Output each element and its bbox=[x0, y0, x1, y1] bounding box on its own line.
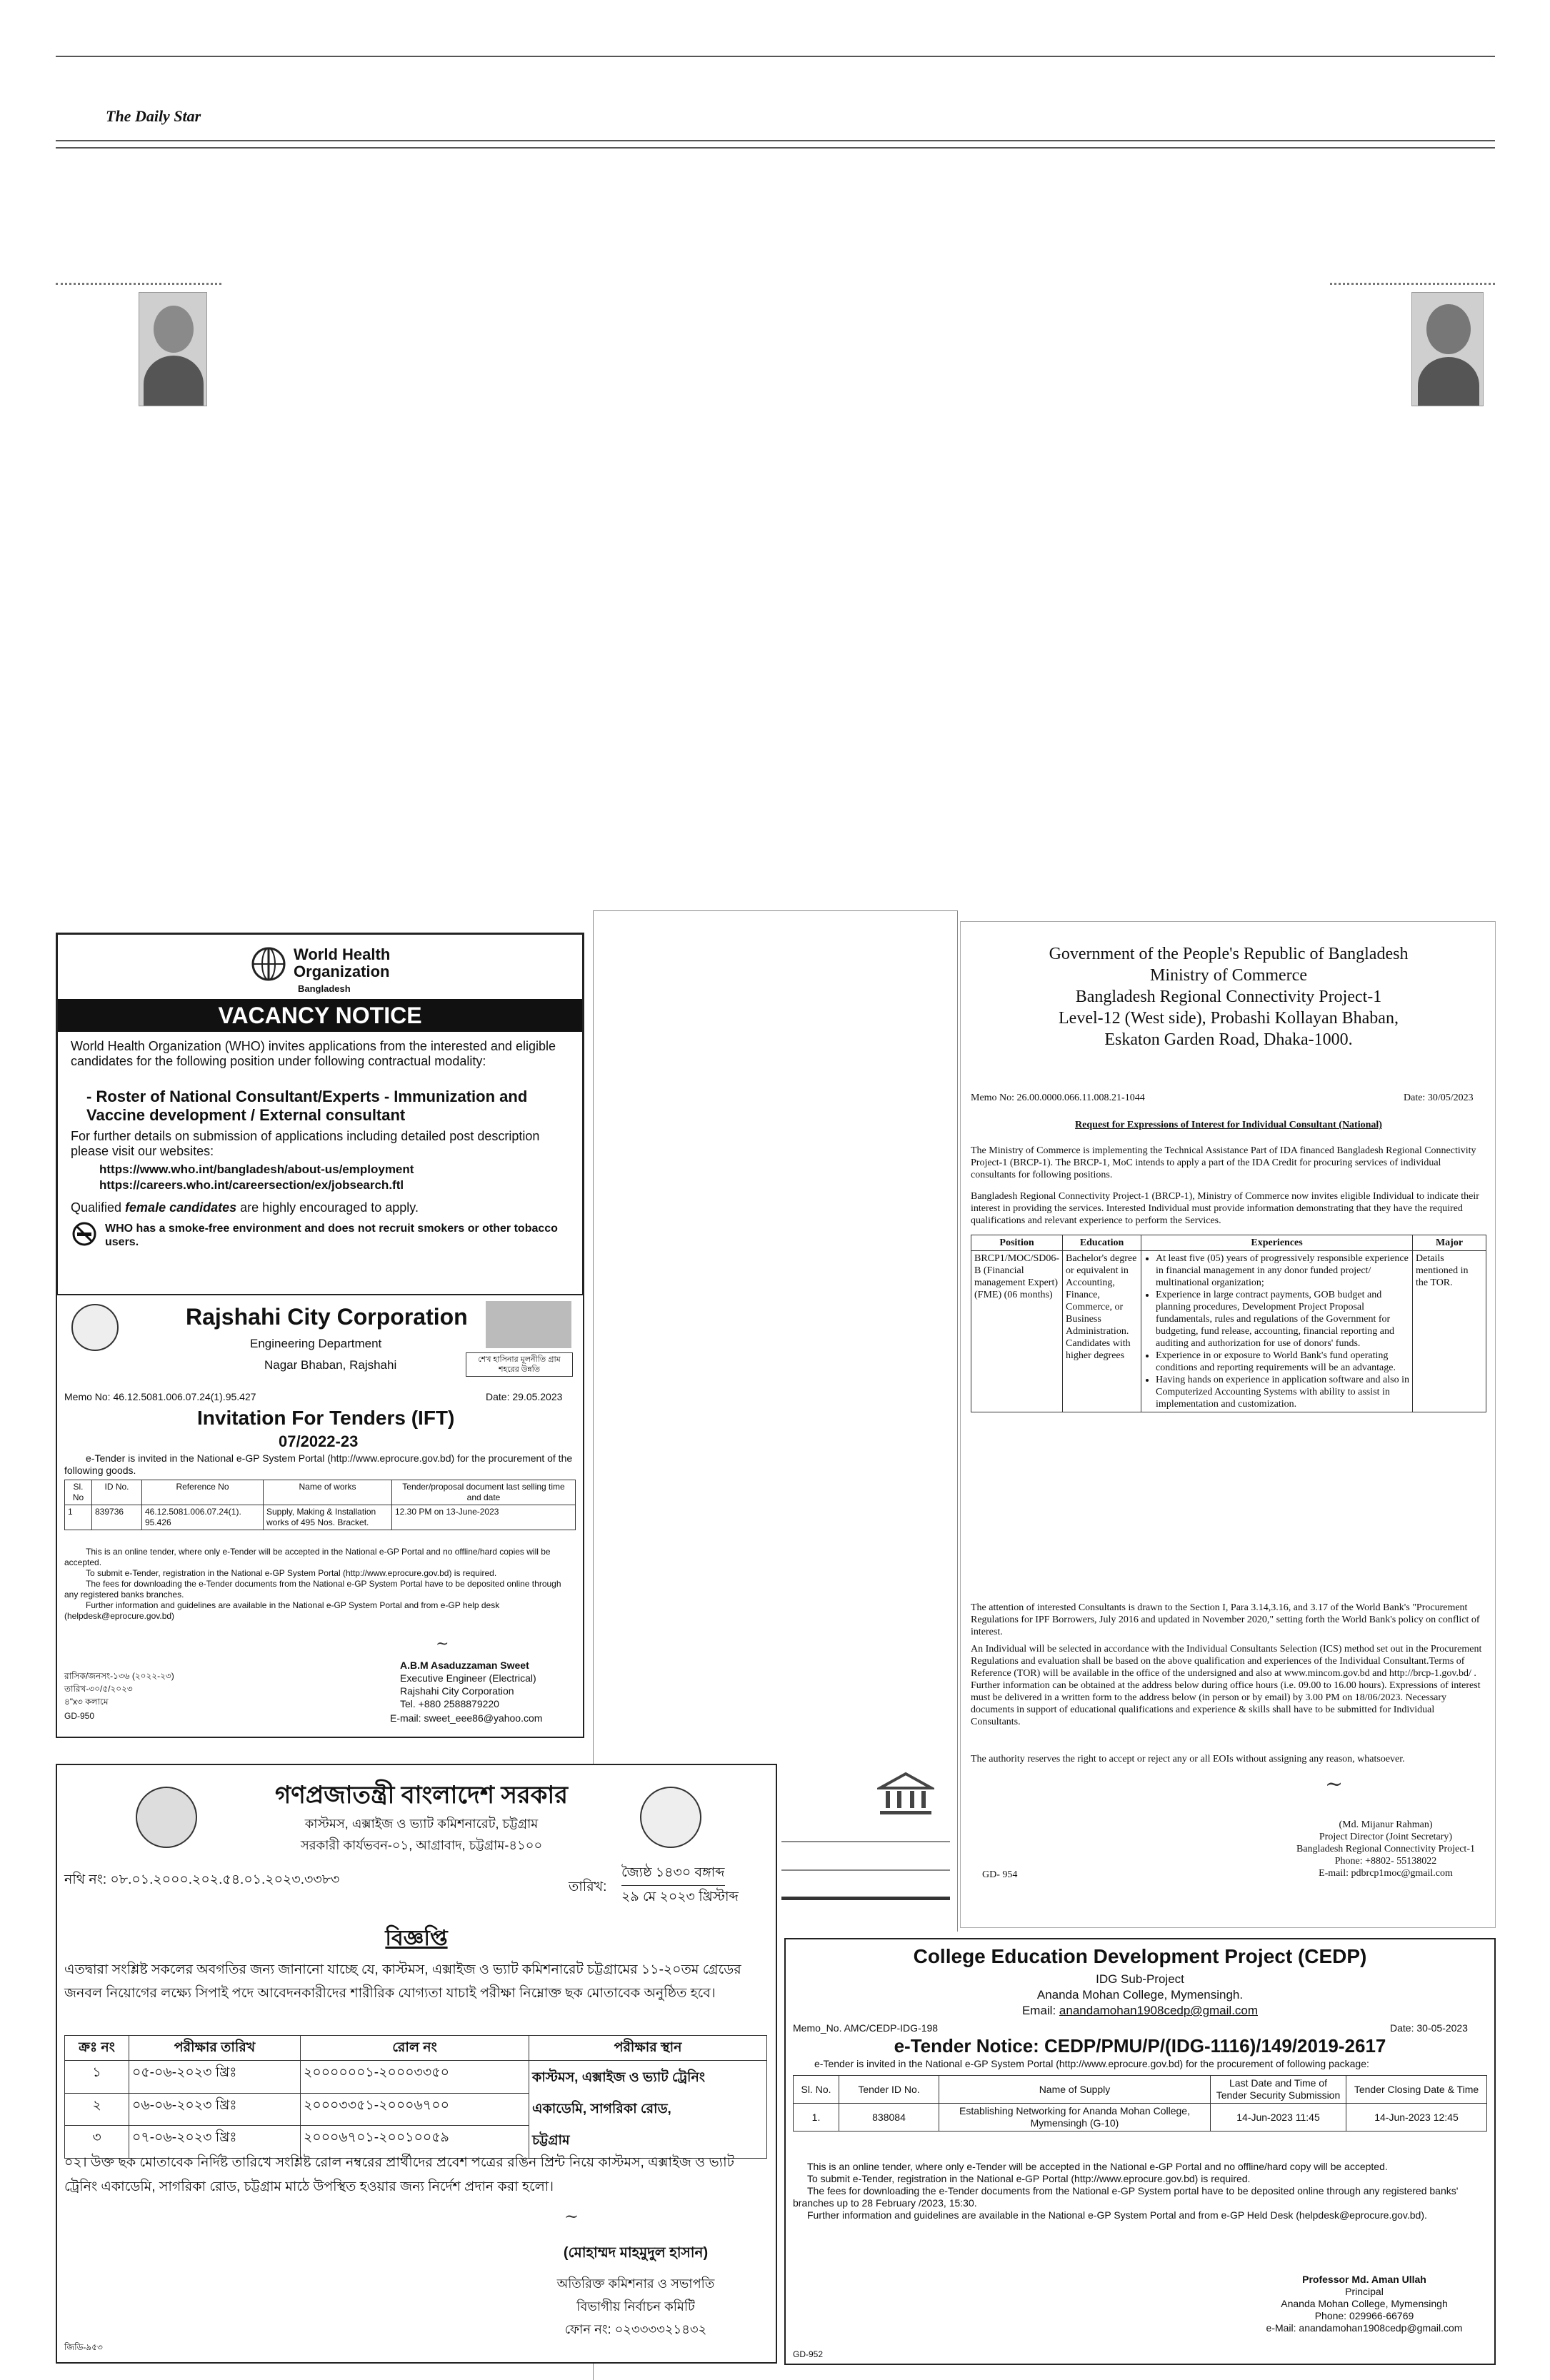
customs-date-2: ২৯ মে ২০২৩ খ্রিস্টাব্দ bbox=[621, 1889, 739, 1904]
customs-cell-date-2: ০৬-০৬-২০২৩ খ্রিঃ bbox=[129, 2093, 301, 2126]
moc-date: Date: 30/05/2023 bbox=[1404, 1093, 1474, 1103]
customs-schedule-table bbox=[64, 2035, 767, 2159]
moc-line-3: Bangladesh Regional Connectivity Project-1 bbox=[1075, 988, 1382, 1006]
moc-cell-position: BRCP1/MOC/SD06-B (Financial management Expert) (FME) (06 months) bbox=[971, 1251, 1063, 1412]
customs-sign-committee: বিভাগীয় নির্বাচন কমিটি bbox=[576, 2299, 695, 2314]
rcc-note-2: To submit e-Tender, registration in the National e-GP System Portal (http://www.eprocure.gov.bd) is required. bbox=[86, 1568, 497, 1578]
section-rule bbox=[593, 910, 957, 911]
cedp-title: College Education Development Project (CEDP) bbox=[913, 1945, 1367, 1967]
short-rule-3 bbox=[781, 1897, 950, 1900]
rcc-sign-title: Executive Engineer (Electrical) bbox=[400, 1672, 536, 1684]
who-position-text: Roster of National Consultant/Experts - Immunization and Vaccine development / External consultant bbox=[86, 1088, 528, 1124]
column-divider-2 bbox=[957, 910, 958, 1932]
no-smoking-icon bbox=[72, 1222, 96, 1246]
dotted-separator-right bbox=[1330, 283, 1495, 285]
customs-cell-roll-2: ২০০০৩৩৫১-২০০০৬৭০০ bbox=[301, 2093, 529, 2126]
moc-sign-email: E-mail: pdbrcp1moc@gmail.com bbox=[1319, 1868, 1453, 1879]
portrait-photo-rcc bbox=[486, 1301, 571, 1348]
rcc-number: 07/2022-23 bbox=[279, 1432, 359, 1450]
customs-sign-title: অতিরিক্ত কমিশনার ও সভাপতি bbox=[556, 2276, 715, 2291]
rcc-sign-org: Rajshahi City Corporation bbox=[400, 1685, 514, 1697]
moc-cell-experiences bbox=[1141, 1251, 1413, 1412]
cedp-gd: GD-952 bbox=[793, 2349, 824, 2359]
customs-gd: জিডি-৯৫৩ bbox=[64, 2342, 103, 2352]
rcc-meta-3: ৪"x৩ কলামে bbox=[64, 1697, 109, 1707]
cedp-intro: e-Tender is invited in the National e-GP System Portal (http://www.eprocure.gov.bd) for the procurement of following package: bbox=[814, 2058, 1369, 2069]
cedp-note-4: Further information and guidelines are available in the National e-GP System Portal and from e-GP Held Desk (helpdesk@eprocure.gov.bd). bbox=[807, 2209, 1427, 2221]
customs-logo-icon bbox=[640, 1787, 701, 1848]
table-row bbox=[65, 1505, 576, 1530]
customs-date-label: তারিখ: bbox=[569, 1879, 607, 1894]
short-rule-2 bbox=[781, 1869, 950, 1871]
masthead-rule-1 bbox=[56, 140, 1495, 141]
moc-positions-table bbox=[971, 1235, 1486, 1412]
cedp-sign-name: Professor Md. Aman Ullah bbox=[1302, 2274, 1426, 2285]
cedp-sign-email: e-Mail: anandamohan1908cedp@gmail.com bbox=[1266, 2322, 1463, 2334]
moc-para-5: The authority reserves the right to accept or reject any or all EOIs without assigning any reason, whatsoever. bbox=[971, 1754, 1405, 1764]
cedp-sign-org: Ananda Mohan College, Mymensingh bbox=[1281, 2298, 1448, 2309]
rcc-address: Nagar Bhaban, Rajshahi bbox=[264, 1358, 397, 1372]
who-smoke-note: WHO has a smoke-free environment and does not recruit smokers or other tobacco users. bbox=[105, 1222, 558, 1248]
moc-sign-name: (Md. Mijanur Rahman) bbox=[1339, 1819, 1433, 1830]
masthead: The Daily Star bbox=[106, 107, 201, 125]
table-row bbox=[794, 2104, 1487, 2132]
cedp-th-security: Last Date and Time of Tender Security Submission bbox=[1211, 2076, 1346, 2104]
cedp-tender-notice bbox=[784, 1938, 1496, 2365]
customs-cell-roll-1: ২০০০০০০১-২০০০৩৩৫০ bbox=[301, 2061, 529, 2094]
who-emblem-icon bbox=[251, 946, 286, 982]
who-link-1[interactable]: https://www.who.int/bangladesh/about-us/employment bbox=[99, 1163, 414, 1176]
rcc-sign-tel: Tel. +880 2588879220 bbox=[400, 1698, 499, 1709]
rcc-gd: GD-950 bbox=[64, 1711, 95, 1721]
moc-signature: ~ bbox=[1325, 1772, 1344, 1797]
customs-date-1: জ্যৈষ্ঠ ১৪৩০ বঙ্গাব্দ bbox=[621, 1862, 725, 1886]
cedp-sub-2: Ananda Mohan College, Mymensingh. bbox=[1036, 1988, 1244, 2002]
bangladesh-emblem-icon bbox=[136, 1787, 197, 1848]
customs-cell-sl-2: ২ bbox=[65, 2093, 129, 2126]
cedp-notes bbox=[793, 2161, 1487, 2221]
moc-line-5: Eskaton Garden Road, Dhaka-1000. bbox=[1104, 1030, 1353, 1049]
rcc-sign-name: A.B.M Asaduzzaman Sweet bbox=[400, 1660, 529, 1671]
rcc-logo-icon bbox=[71, 1304, 119, 1351]
cedp-th-closing: Tender Closing Date & Time bbox=[1346, 2076, 1487, 2104]
moc-heading: Request for Expressions of Interest for Individual Consultant (National) bbox=[1075, 1120, 1382, 1130]
who-female-em: female candidates bbox=[125, 1200, 237, 1215]
rcc-sign-email: E-mail: sweet_eee86@yahoo.com bbox=[390, 1712, 543, 1724]
customs-sign-name: (মোহাম্মদ মাহমুদুল হাসান) bbox=[563, 2245, 709, 2261]
rcc-intro: e-Tender is invited in the National e-GP System Portal (http://www.eprocure.gov.bd) for the procurement of the following goods. bbox=[64, 1452, 573, 1476]
rcc-heading: Invitation For Tenders (IFT) bbox=[197, 1407, 455, 1429]
moc-th-education: Education bbox=[1063, 1235, 1141, 1251]
customs-cell-date-1: ০৫-০৬-২০২৩ খ্রিঃ bbox=[129, 2061, 301, 2094]
rcc-note-1: This is an online tender, where only e-Tender will be accepted in the National e-GP Portal and no offline/hard copies will be accepted. bbox=[64, 1547, 551, 1567]
cedp-sign-phone: Phone: 029966-66769 bbox=[1314, 2310, 1414, 2321]
who-intro: World Health Organization (WHO) invites applications from the interested and eligible candidates for the following position under following contractual modality: bbox=[71, 1039, 556, 1068]
who-vacancy-notice bbox=[56, 933, 584, 1297]
moc-cell-major: Details mentioned in the TOR. bbox=[1413, 1251, 1486, 1412]
moc-letterhead bbox=[961, 943, 1496, 1050]
who-heading: VACANCY NOTICE bbox=[58, 999, 582, 1032]
moc-th-position: Position bbox=[971, 1235, 1063, 1251]
rcc-cell-works: Supply, Making & Installation works of 495 Nos. Bracket. bbox=[264, 1505, 392, 1530]
cedp-sub-1: IDG Sub-Project bbox=[1096, 1972, 1184, 1986]
moc-line-4: Level-12 (West side), Probashi Kollayan Bhaban, bbox=[1059, 1009, 1399, 1028]
moc-para-1: The Ministry of Commerce is implementing the Technical Assistance Part of IDA financed Bangladesh Regional Connectivity Project-1 (BRCP-1). The BRCP-1, MoC intends to apply a part of the IDA Credit for procuring services of individual consultants for following positions. bbox=[971, 1145, 1476, 1180]
who-link-2[interactable]: https://careers.who.int/careersection/ex/jobsearch.ftl bbox=[99, 1178, 404, 1192]
rcc-th-ref: Reference No bbox=[142, 1480, 264, 1505]
customs-cell-roll-3: ২০০০৬৭০১-২০০১০০৫৯ bbox=[301, 2126, 529, 2159]
who-female-post: are highly encouraged to apply. bbox=[236, 1200, 419, 1215]
cedp-cell-supply: Establishing Networking for Ananda Mohan College, Mymensingh (G-10) bbox=[939, 2104, 1211, 2132]
dotted-separator-left bbox=[56, 283, 221, 285]
rcc-slogan: শেখ হাসিনার মূলনীতি গ্রাম শহরের উন্নতি bbox=[466, 1352, 573, 1377]
portrait-photo-right bbox=[1411, 292, 1484, 406]
table-row bbox=[971, 1251, 1486, 1412]
moc-sign-org: Bangladesh Regional Connectivity Project-1 bbox=[1296, 1844, 1475, 1854]
rcc-cell-ref: 46.12.5081.006.07.24(1). 95.426 bbox=[142, 1505, 264, 1530]
rcc-notes bbox=[64, 1547, 576, 1622]
rcc-date: Date: 29.05.2023 bbox=[486, 1391, 563, 1402]
customs-note: ০২। উক্ত ছক মোতাবেক নির্দিষ্ট তারিখে সংশ্লিষ্ট রোল নম্বরের প্রার্থীদের প্রবেশ পত্রের রঙিন প্রিন্ট নিয়ে কাস্টমস, এক্সাইজ ও ভ্যাট ট্রেনিং একাডেমি, সাগরিকা রোড, চট্টগ্রাম মাঠে উপস্থিত হওয়ার জন্য নির্দেশ প্রদান করা হলো। bbox=[64, 2155, 734, 2194]
cedp-email-label: Email: bbox=[1021, 2004, 1059, 2017]
moc-memo: Memo No: 26.00.0000.066.11.008.21-1044 bbox=[971, 1093, 1145, 1103]
masthead-rule-2 bbox=[56, 147, 1495, 149]
top-rule bbox=[56, 56, 1495, 57]
who-org-name: World Health Organization bbox=[294, 945, 391, 980]
cedp-memo: Memo_No. AMC/CEDP-IDG-198 bbox=[793, 2022, 939, 2034]
customs-title: গণপ্রজাতন্ত্রী বাংলাদেশ সরকার bbox=[274, 1782, 568, 1809]
customs-cell-sl-3: ৩ bbox=[65, 2126, 129, 2159]
cedp-th-supply: Name of Supply bbox=[939, 2076, 1211, 2104]
rcc-signature: ~ bbox=[436, 1635, 449, 1653]
cedp-note-1: This is an online tender, where only e-Tender will be accepted in the National e-GP Portal and no offline/hard copy will be accepted. bbox=[807, 2161, 1388, 2172]
short-rule-1 bbox=[781, 1841, 950, 1842]
cedp-sign-block bbox=[1243, 2274, 1486, 2334]
customs-venue-line-3: চট্টগ্রাম bbox=[532, 2133, 570, 2148]
cedp-cell-id: 838084 bbox=[839, 2104, 939, 2132]
list-item: • At least five (05) years of progressively responsible experience in financial management in any donor funded project/ multinational organization; bbox=[1156, 1252, 1409, 1289]
cedp-th-id: Tender ID No. bbox=[839, 2076, 939, 2104]
customs-cell-sl-1: ১ bbox=[65, 2061, 129, 2094]
cedp-note-3: The fees for downloading the e-Tender documents from the National e-GP System portal have to be deposited online through any registered banks' branches up to 28 February /2023, 15:30. bbox=[793, 2185, 1459, 2209]
cedp-heading: e-Tender Notice: CEDP/PMU/P/(IDG-1116)/149/2019-2617 bbox=[894, 2035, 1386, 2057]
customs-signature: ~ bbox=[564, 2206, 579, 2226]
customs-th-date: পরীক্ষার তারিখ bbox=[129, 2036, 301, 2061]
customs-cell-venue bbox=[529, 2061, 767, 2159]
customs-sign-phone: ফোন নং: ০২৩৩৩৩২১৪৩২ bbox=[564, 2322, 707, 2336]
rcc-meta-1: রাসিক/জনসং-১৩৬ (২০২২-২৩) bbox=[64, 1671, 174, 1681]
moc-cell-education: Bachelor's degree or equivalent in Accounting, Finance, Commerce, or Business Administration. Candidates with higher degrees bbox=[1063, 1251, 1141, 1412]
rcc-meta-2: তারিখ-৩০/৫/২০২৩ bbox=[64, 1684, 133, 1694]
table-row bbox=[65, 2061, 767, 2094]
customs-sub-2: সরকারী কার্যভবন-০১, আগ্রাবাদ, চট্টগ্রাম-৪১০০ bbox=[300, 1838, 543, 1852]
moc-gd: GD- 954 bbox=[982, 1869, 1018, 1880]
customs-notice bbox=[56, 1764, 777, 2364]
rcc-memo: Memo No: 46.12.5081.006.07.24(1).95.427 bbox=[64, 1391, 256, 1402]
moc-sign-title: Project Director (Joint Secretary) bbox=[1319, 1832, 1453, 1842]
list-item: • Experience in large contract payments, GOB budget and planning procedures, Development Project Proposal fundamentals, rules and regulations of the Government for budgeting, fund release, accounting, financial reporting and auditing and authorization for use of donors' funds. bbox=[1156, 1289, 1409, 1350]
customs-cell-date-3: ০৭-০৬-২০২৩ খ্রিঃ bbox=[129, 2126, 301, 2159]
list-item: • Having hands on experience in application software and also in Computerized Accounting Systems with ability to assist in implementation and customization. bbox=[1156, 1374, 1409, 1410]
moc-sign-block bbox=[1282, 1819, 1489, 1879]
who-female-pre: Qualified bbox=[71, 1200, 126, 1215]
rcc-cell-id: 839736 bbox=[92, 1505, 142, 1530]
moc-eoi-notice bbox=[960, 921, 1496, 1928]
customs-file-no: নথি নং: ০৮.০১.২০০০.২০২.৫৪.০১.২০২৩.৩৩৮৩ bbox=[64, 1872, 340, 1887]
customs-sub-1: কাস্টমস, এক্সাইজ ও ভ্যাট কমিশনারেট, চট্টগ্রাম bbox=[304, 1817, 539, 1831]
customs-th-sl: ক্রঃ নং bbox=[65, 2036, 129, 2061]
rcc-th-works: Name of works bbox=[264, 1480, 392, 1505]
moc-sign-phone: Phone: +8802- 55138022 bbox=[1334, 1856, 1437, 1867]
cedp-email-link[interactable]: anandamohan1908cedp@gmail.com bbox=[1059, 2004, 1259, 2017]
moc-para-3: The attention of interested Consultants is drawn to the Section I, Para 3.14,3.16, and 3.17 of the World Bank's "Procurement Regulations for IPF Borrowers, July 2016 and updated in November 2020," setting forth the World Bank's policy on conflict of interest. bbox=[971, 1602, 1480, 1637]
building-icon bbox=[877, 1771, 934, 1817]
cedp-note-2: To submit e-Tender, registration in the National e-GP Portal (http://www.eprocure.gov.bd) is required. bbox=[807, 2173, 1251, 2184]
moc-para-4: An Individual will be selected in accordance with the Individual Consultants Selection (ICS) method set out in the Procurement Regulations and evaluation shall be based on the above qualification and experiences of the Individual Consultant.Terms of Reference (TOR) will be available in the office of the undersigned and also at www.mincom.gov.bd and http://brcp-1.gov.bd/ . Further information can be obtained at the address below during office hours (i.e. 09.00 to 16.00 hours). Expressions of interest must be delivered in a written form to the address below (in person or by email) by 3.00 PM on 18/06/2023. Necessary documents in support of educational qualifications and experience & skills shall have to be submitted for Individual Consultants. bbox=[971, 1644, 1482, 1727]
customs-th-roll: রোল নং bbox=[301, 2036, 529, 2061]
customs-venue-line-2: একাডেমি, সাগরিকা রোড, bbox=[532, 2102, 671, 2117]
rcc-th-id: ID No. bbox=[92, 1480, 142, 1505]
who-position: - Roster of National Consultant/Experts - Immunization and Vaccine development / External consultant bbox=[86, 1088, 528, 1124]
cedp-th-sl: Sl. No. bbox=[794, 2076, 839, 2104]
customs-heading: বিজ্ঞপ্তি bbox=[385, 1927, 448, 1950]
cedp-date: Date: 30-05-2023 bbox=[1390, 2022, 1468, 2034]
who-further: For further details on submission of applications including detailed post description please visit our websites: bbox=[71, 1129, 540, 1158]
rcc-dept: Engineering Department bbox=[250, 1337, 382, 1350]
moc-para-2: Bangladesh Regional Connectivity Project-1 (BRCP-1), Ministry of Commerce now invites eligible Individual to indicate their interest in providing the services. Interested Individual must provide information demonstrating that they have the required qualifications and relevant experience to perform the Services. bbox=[971, 1191, 1479, 1226]
list-item: • Experience in or exposure to World Bank's fund operating conditions and reporting requirements will be an advantage. bbox=[1156, 1350, 1409, 1374]
rcc-tender-table bbox=[64, 1480, 576, 1530]
cedp-cell-security: 14-Jun-2023 11:45 bbox=[1211, 2104, 1346, 2132]
customs-th-venue: পরীক্ষার স্থান bbox=[529, 2036, 767, 2061]
rcc-th-sl: Sl. No bbox=[65, 1480, 92, 1505]
rcc-tender-notice bbox=[56, 1294, 584, 1738]
moc-line-1: Government of the People's Republic of Bangladesh bbox=[1049, 945, 1409, 963]
customs-venue-line-1: কাস্টমস, এক্সাইজ ও ভ্যাট ট্রেনিং bbox=[532, 2070, 706, 2085]
rcc-th-deadline: Tender/proposal document last selling time and date bbox=[392, 1480, 576, 1505]
rcc-cell-deadline: 12.30 PM on 13-June-2023 bbox=[392, 1505, 576, 1530]
moc-th-experiences: Experiences bbox=[1141, 1235, 1413, 1251]
moc-th-major: Major bbox=[1413, 1235, 1486, 1251]
who-country: Bangladesh bbox=[298, 983, 351, 994]
customs-body: এতদ্বারা সংশ্লিষ্ট সকলের অবগতির জন্য জানানো যাচ্ছে যে, কাস্টমস, এক্সাইজ ও ভ্যাট কমিশনারেট চট্টগ্রামের ১১-২০তম গ্রেডের জনবল নিয়োগের লক্ষ্যে সিপাই পদে আবেদনকারীদের শারীরিক যোগ্যতা যাচাই পরীক্ষা নিম্নোক্ত ছক মোতাবেক অনুষ্ঠিত হবে। bbox=[64, 1962, 741, 2001]
cedp-cell-sl: 1. bbox=[794, 2104, 839, 2132]
cedp-tender-table bbox=[793, 2075, 1487, 2132]
moc-line-2: Ministry of Commerce bbox=[1150, 966, 1307, 985]
rcc-note-3: The fees for downloading the e-Tender documents from the National e-GP System Portal have to be deposited online through any registered banks branches. bbox=[64, 1579, 561, 1600]
rcc-note-4: Further information and guidelines are available in the National e-GP System Portal and from e-GP help desk (helpdesk@eprocure.gov.bd) bbox=[64, 1600, 500, 1621]
cedp-sign-title: Principal bbox=[1345, 2286, 1384, 2297]
portrait-photo-left bbox=[139, 292, 207, 406]
rcc-title: Rajshahi City Corporation bbox=[186, 1304, 468, 1330]
cedp-cell-closing: 14-Jun-2023 12:45 bbox=[1346, 2104, 1487, 2132]
rcc-cell-sl: 1 bbox=[65, 1505, 92, 1530]
who-female-note bbox=[71, 1200, 419, 1215]
cedp-email-line bbox=[786, 2004, 1494, 2018]
